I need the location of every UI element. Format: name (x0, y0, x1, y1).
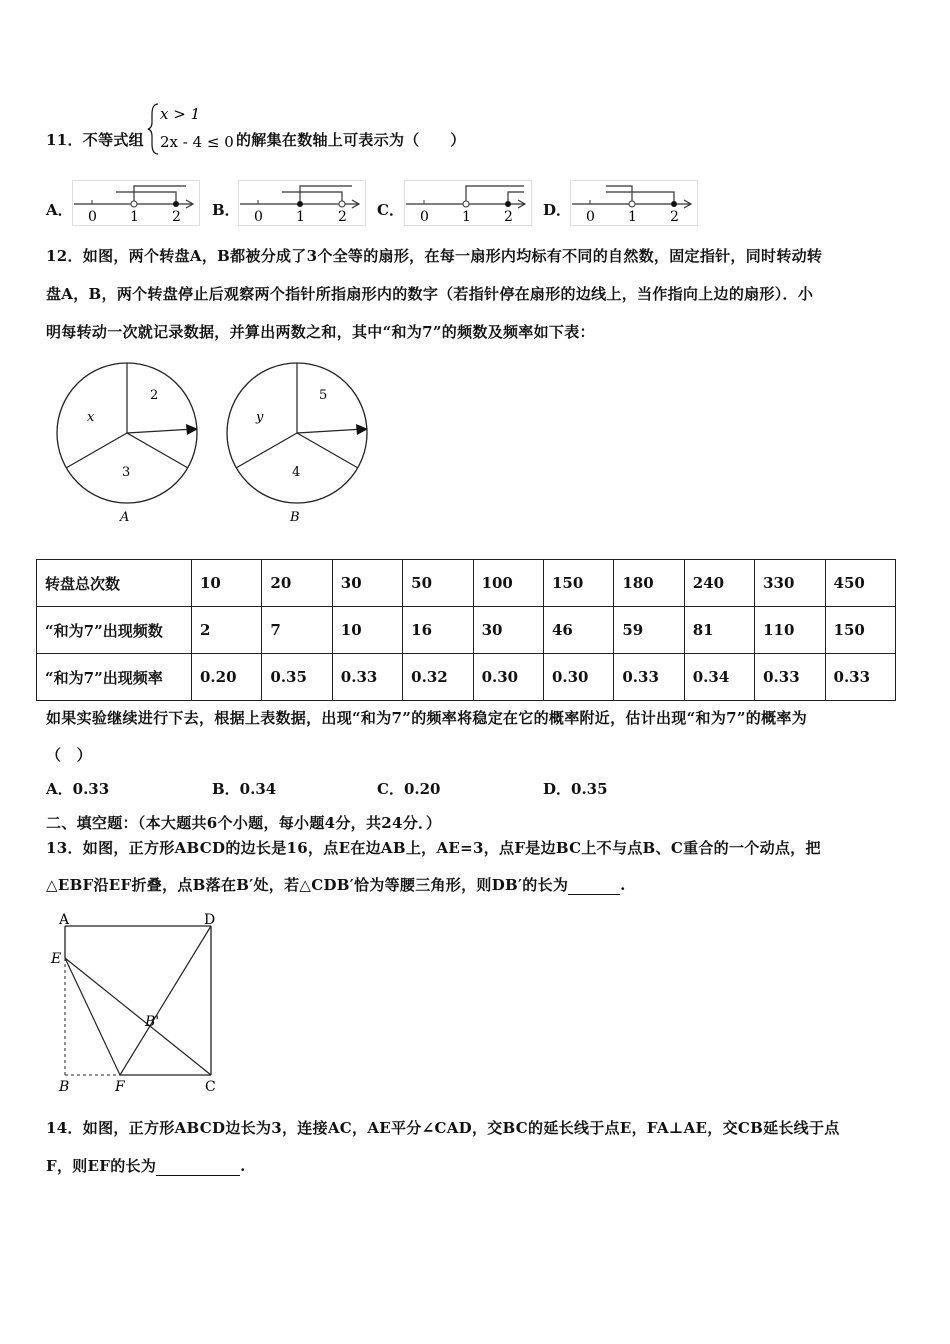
svg-text:4: 4 (292, 465, 301, 480)
q12-option-d[interactable]: D．0.35 (543, 780, 608, 798)
svg-text:1: 1 (462, 209, 471, 225)
q13-line-2: △EBF沿EF折叠，点B落在B′处，若△CDB′恰为等腰三角形，则DB′的长为 . (46, 876, 626, 894)
spinner-b-label: B (290, 510, 300, 525)
q11-stem: 11．不等式组 (46, 131, 144, 149)
svg-text:3: 3 (122, 465, 131, 480)
table-row: “和为7”出现频率 0.20 0.35 0.33 0.32 0.30 0.30 0.33 0.34 0.33 0.33 (37, 654, 896, 701)
brace-icon (148, 104, 158, 154)
q11-option-a[interactable]: A． (46, 201, 73, 219)
q12-option-b[interactable]: B．0.34 (212, 780, 277, 798)
q12-after-1: 如果实验继续进行下去，根据上表数据，出现“和为7”的频率将稳定在它的概率附近，估计出现“和为7”的概率为 (46, 709, 807, 727)
number-line-a (72, 180, 200, 226)
svg-text:1: 1 (130, 209, 139, 225)
svg-text:F: F (115, 1079, 125, 1095)
answer-blank[interactable] (568, 880, 620, 895)
spinner-a-label: A (120, 510, 130, 525)
system-line-2: 2x - 4 ≤ 0 (160, 133, 234, 151)
q12-line-3: 明每转动一次就记录数据，并算出两数之和，其中“和为7”的频数及频率如下表： (46, 323, 595, 341)
q12-option-c[interactable]: C．0.20 (377, 780, 441, 798)
system-line-1: x > 1 (160, 105, 201, 123)
svg-text:2: 2 (150, 388, 159, 403)
q11-option-d[interactable]: D． (543, 201, 572, 219)
svg-text:D: D (204, 912, 216, 928)
section-title: 二、填空题：（本大题共6个小题，每小题4分，共24分．） (46, 814, 442, 832)
svg-text:x: x (87, 410, 95, 425)
table-row: “和为7”出现频数 2 7 10 16 30 46 59 81 110 150 (37, 607, 896, 654)
svg-text:0: 0 (254, 209, 263, 225)
svg-text:2: 2 (172, 209, 181, 225)
q12-line-2: 盘A，B，两个转盘停止后观察两个指针所指扇形内的数字（若指针停在扇形的边线上，当作指向上边的扇形）．小 (46, 285, 814, 303)
svg-text:2: 2 (504, 209, 513, 225)
svg-text:B: B (59, 1079, 70, 1095)
q13-line-1: 13．如图，正方形ABCD的边长是16，点E在边AB上，AE=3，点F是边BC上不与点B、C重合的一个动点，把 (46, 839, 821, 857)
table-row: 转盘总次数 10 20 30 50 100 150 180 240 330 450 (37, 560, 896, 607)
q12-line-1: 12．如图，两个转盘A，B都被分成了3个全等的扇形，在每一扇形内均标有不同的自然数，固定指针，同时转动转 (46, 247, 823, 265)
number-line-b (238, 180, 366, 226)
svg-text:E: E (51, 951, 62, 967)
q11-option-b[interactable]: B． (212, 201, 240, 219)
frequency-table (36, 559, 896, 701)
q14-line-2: F，则EF的长为 . (46, 1157, 246, 1175)
svg-text:1: 1 (296, 209, 305, 225)
q14-line-1: 14．如图，正方形ABCD边长为3，连接AC，AE平分∠CAD，交BC的延长线于点E，FA⊥AE，交CB延长线于点 (46, 1119, 840, 1137)
svg-text:0: 0 (88, 209, 97, 225)
inequality-system (146, 100, 246, 158)
spinner-figure (50, 355, 380, 530)
svg-text:B': B' (145, 1014, 160, 1030)
svg-text:A: A (59, 912, 70, 928)
number-line-d (570, 180, 698, 226)
answer-blank[interactable] (156, 1161, 240, 1176)
q11-option-c[interactable]: C． (377, 201, 404, 219)
svg-text:C: C (205, 1079, 216, 1095)
svg-text:5: 5 (319, 388, 328, 403)
q11-stem-tail: 的解集在数轴上可表示为（ ） (236, 131, 466, 149)
q12-option-a[interactable]: A．0.33 (46, 780, 110, 798)
svg-text:y: y (256, 410, 264, 425)
spinner-a (57, 363, 198, 525)
svg-text:2: 2 (670, 209, 679, 225)
svg-text:1: 1 (628, 209, 637, 225)
q12-after-2: （ ） (46, 746, 92, 764)
number-line-c (404, 180, 532, 226)
svg-text:0: 0 (586, 209, 595, 225)
svg-text:2: 2 (338, 209, 347, 225)
svg-text:0: 0 (420, 209, 429, 225)
spinner-b (227, 363, 368, 525)
square-figure (48, 905, 228, 1097)
